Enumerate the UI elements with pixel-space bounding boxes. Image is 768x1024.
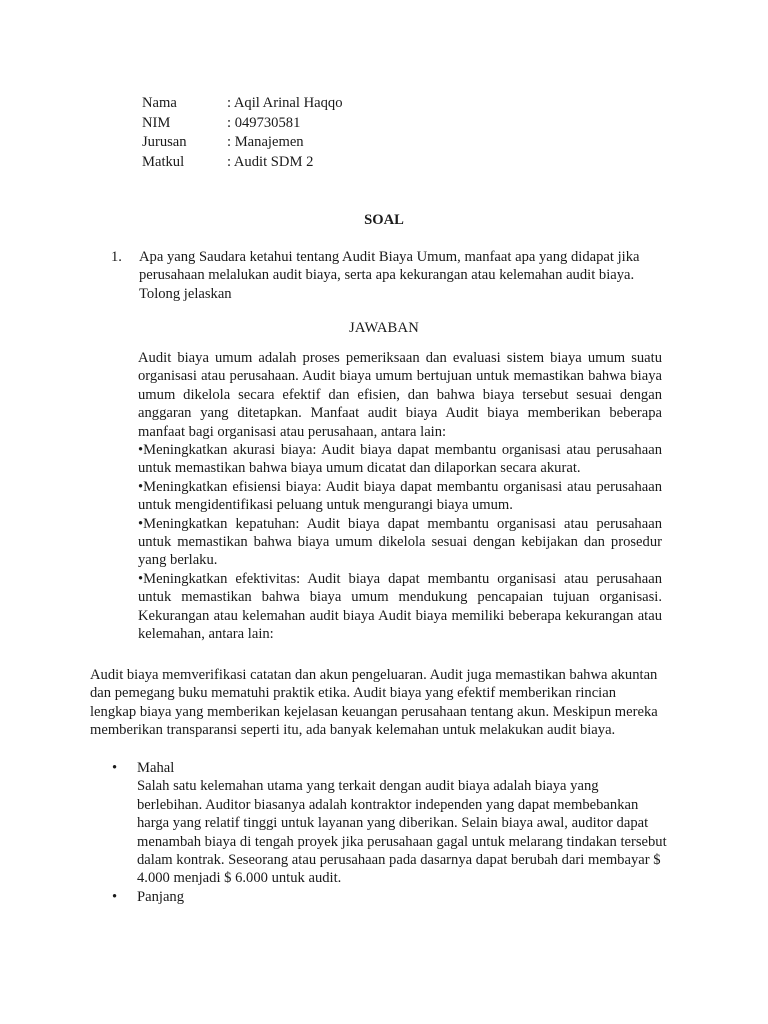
list-item [90,888,670,906]
answer-intro: Audit biaya umum adalah proses pemeriksaan dan evaluasi sistem biaya umum suatu organisasi atau perusahaan. Audit biaya umum bertujuan untuk memastikan bahwa biaya umum dikelola secara efektif dan efisien, dan bahwa biaya tersebut sesuai dengan anggaran yang ditetapkan. Manfaat audit biaya Audit biaya memberikan beberapa manfaat bagi organisasi atau perusahaan, antara lain: [138,350,662,440]
answer-block [138,349,662,644]
bullet-icon: • [112,888,118,905]
identity-row-matkul [142,153,343,173]
identity-value: : Audit SDM 2 [227,153,314,170]
identity-row-nim [142,114,343,134]
identity-row-nama [142,94,343,114]
identity-value: : Manajemen [227,134,304,150]
identity-label: Nama [142,95,177,111]
jawaban-heading: JAWABAN [349,320,419,336]
question-item [111,248,671,303]
answer-point-akurasi: •Meningkatkan akurasi biaya: Audit biaya dapat membantu organisasi atau perusahaan untuk memastikan bahwa biaya umum dicatat dan dilaporkan secara akurat. [138,442,662,477]
identity-value: : 049730581 [227,114,301,131]
list-item-title: Panjang [137,888,185,905]
answer-point-kepatuhan: •Meningkatkan kepatuhan: Audit biaya dapat membantu organisasi atau perusahaan untuk memastikan bahwa biaya umum dikelola sesuai dengan kebijakan dan prosedur yang berlaku. [138,515,662,569]
list-item-body: Salah satu kelemahan utama yang terkait dengan audit biaya adalah biaya yang berlebihan. Auditor biasanya adalah kontraktor independen yang dapat membebankan harga yang relatif tinggi untuk layanan yang diberikan. Selain biaya awal, auditor dapat menambah biaya di tengah proyek jika perusahaan gagal untuk melarang tindakan tersebut dalam kontrak. Seseorang atau perusahaan pada dasarnya dapat berubah dari membayar $ 4.000 menjadi $ 6.000 untuk audit. [137,778,667,887]
identity-value: : Aqil Arinal Haqqo [227,95,343,111]
question-text: Apa yang Saudara ketahui tentang Audit Biaya Umum, manfaat apa yang didapat jika perusahaan melalukan audit biaya, serta apa kekurangan atau kelemahan audit biaya. Tolong jelaskan [139,249,640,302]
identity-row-jurusan [142,133,343,153]
list-item [90,759,670,888]
soal-heading: SOAL [364,212,404,228]
identity-label: Jurusan [142,134,187,150]
bullet-icon: • [112,760,118,776]
answer-point-efisiensi: •Meningkatkan efisiensi biaya: Audit biaya dapat membantu organisasi atau perusahaan untuk mengidentifikasi peluang untuk mengurangi biaya umum. [138,478,662,514]
identity-block [142,94,343,172]
weakness-list [90,759,670,906]
identity-label: Matkul [142,153,185,170]
identity-label: NIM [142,114,171,131]
weakness-paragraph: Audit biaya memverifikasi catatan dan akun pengeluaran. Audit juga memastikan bahwa akuntan dan pemegang buku mematuhi praktik etika. Audit biaya yang efektif memberikan rincian lengkap biaya yang memberikan kejelasan keuangan perusahaan tentang akun. Meskipun mereka memberikan transparansi seperti itu, ada banyak kelemahan untuk melakukan audit biaya. [90,667,658,739]
list-item-title: Mahal [137,760,175,776]
answer-point-efektivitas: •Meningkatkan efektivitas: Audit biaya dapat membantu organisasi atau perusahaan untuk memastikan bahwa biaya umum mendukung pencapaian tujuan organisasi. Kekurangan atau kelemahan audit biaya Audit biaya memiliki beberapa kekurangan atau kelemahan, antara lain: [138,570,662,643]
question-number: 1. [111,249,122,265]
